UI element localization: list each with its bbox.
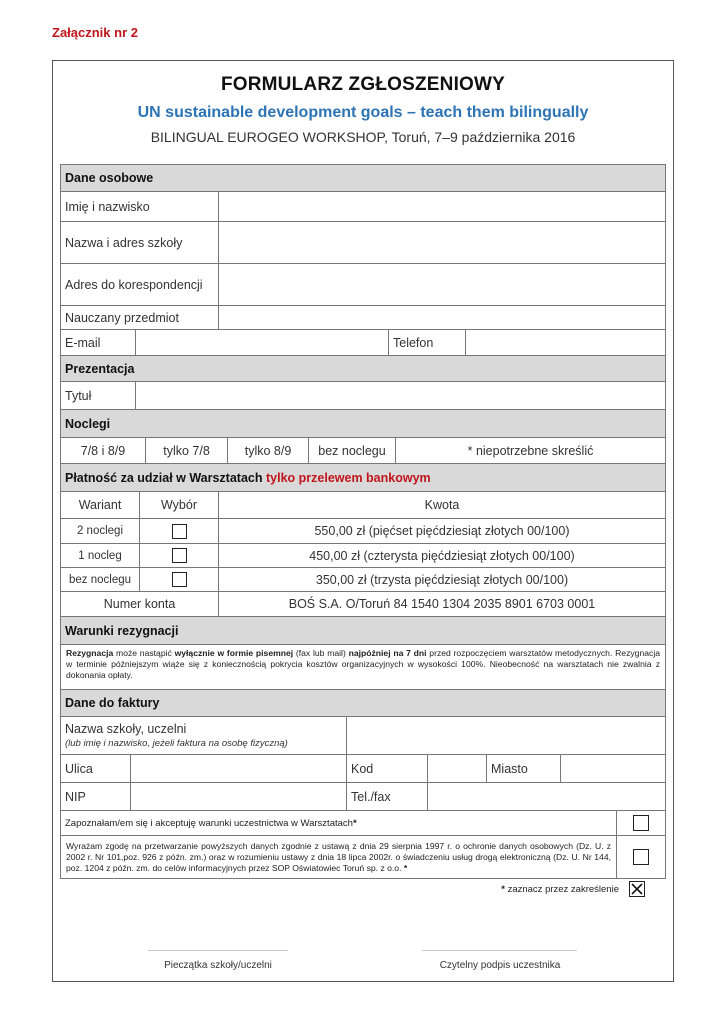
variant-1-night: 1 nocleg <box>61 544 140 567</box>
choice-1-night <box>140 544 219 567</box>
checked-box-example <box>629 881 645 897</box>
code-field[interactable] <box>428 755 487 782</box>
section-personal-title: Dane osobowe <box>61 165 665 191</box>
label-account: Numer konta <box>61 592 219 616</box>
payment-columns <box>60 492 666 519</box>
label-phonefax: Tel./fax <box>347 783 428 810</box>
checkbox-2-nights[interactable] <box>172 524 187 539</box>
section-cancellation-title: Warunki rezygnacji <box>61 617 665 644</box>
row-consent-terms <box>60 811 666 836</box>
row-name <box>60 192 666 222</box>
signature-label: Czytelny podpis uczestnika <box>439 960 561 971</box>
checkbox-1-night[interactable] <box>172 548 187 563</box>
phone-field[interactable] <box>466 330 665 355</box>
row-account <box>60 592 666 617</box>
payment-row <box>60 568 666 592</box>
section-presentation <box>60 356 666 382</box>
col-amount: Kwota <box>424 498 460 512</box>
lodging-option-none[interactable]: bez noclegu <box>309 438 396 463</box>
col-choice: Wybór <box>140 492 219 518</box>
row-school <box>60 222 666 264</box>
row-subject <box>60 306 666 330</box>
consent-data-text: Wyrażam zgodę na przetwarzanie powyższych danych zgodnie z ustawą z dnia 29 sierpnia 1997 r. o ochronie danych osobowych (Dz. U. z 2002 r. Nr 101,poz. 926 z późn. zm.) oraz w rozumieniu ustawy z dnia 18 lipca 2002r. o świadczeniu usług drogą elektroniczną (Dz. U. Nr 144, poz. 1204 z późn. zm. do celów informacyjnych przez SOP Oświatowiec Toruń sp. z o.o. * <box>61 836 617 878</box>
lodging-option-both[interactable]: 7/8 i 8/9 <box>61 438 146 463</box>
variant-no-night: bez noclegu <box>61 568 140 591</box>
row-invoice-street <box>60 755 666 783</box>
label-nip: NIP <box>61 783 131 810</box>
amount-2-nights: 550,00 zł (pięćset pięćdziesiąt złotych 00/100) <box>314 524 570 538</box>
form-header <box>52 74 674 145</box>
label-phone: Telefon <box>389 330 466 355</box>
payment-row <box>60 519 666 544</box>
label-city: Miasto <box>487 755 561 782</box>
col-variant: Wariant <box>61 492 140 518</box>
amount-1-night: 450,00 zł (czterysta pięćdziesiąt złotych 00/100) <box>309 548 575 563</box>
label-name: Imię i nazwisko <box>61 192 219 221</box>
payment-row <box>60 544 666 568</box>
choice-no-night <box>140 568 219 591</box>
street-field[interactable] <box>131 755 347 782</box>
email-field[interactable] <box>136 330 389 355</box>
attachment-label: Załącznik nr 2 <box>52 25 138 40</box>
label-address: Adres do korespondencji <box>61 264 219 305</box>
name-field[interactable] <box>219 192 665 221</box>
consent-terms-text: Zapoznałam/em się i akceptuję warunki uczestnictwa w Warsztatach * <box>61 811 617 835</box>
row-invoice-nip <box>60 783 666 811</box>
invoice-school-label: Nazwa szkoły, uczelni <box>65 722 187 736</box>
lodging-option-first[interactable]: tylko 7/8 <box>146 438 228 463</box>
signature-line <box>422 950 577 951</box>
consent-terms-box <box>617 811 665 835</box>
label-title: Tytuł <box>61 382 136 409</box>
invoice-school-field[interactable] <box>347 717 665 754</box>
label-subject: Nauczany przedmiot <box>61 306 219 329</box>
row-consent-data <box>60 836 666 879</box>
checkbox-consent-terms[interactable] <box>633 815 649 831</box>
school-field[interactable] <box>219 222 665 263</box>
form-title: FORMULARZ ZGŁOSZENIOWY <box>220 74 506 95</box>
section-lodging-title: Noclegi <box>61 410 665 437</box>
choice-2-nights <box>140 519 219 543</box>
row-lodging-options <box>60 438 666 464</box>
section-invoice-title: Dane do faktury <box>61 690 665 716</box>
section-lodging <box>60 410 666 438</box>
label-code: Kod <box>347 755 428 782</box>
section-invoice <box>60 690 666 717</box>
address-field[interactable] <box>219 264 665 305</box>
row-title <box>60 382 666 410</box>
section-cancellation <box>60 617 666 645</box>
variant-2-nights: 2 noclegi <box>61 519 140 543</box>
consent-data-box <box>617 836 665 878</box>
label-email: E-mail <box>61 330 136 355</box>
nip-field[interactable] <box>131 783 347 810</box>
x-mark-icon <box>630 882 644 896</box>
cancellation-text <box>60 645 666 690</box>
form-subtitle: UN sustainable development goals – teach them bilingually <box>137 104 589 121</box>
mark-instruction: * zaznacz przez zakreślenie <box>501 884 619 895</box>
row-email-phone <box>60 330 666 356</box>
city-field[interactable] <box>561 755 665 782</box>
amount-no-night: 350,00 zł (trzysta pięćdziesiąt złotych 00/100) <box>315 572 569 587</box>
payment-header-red: tylko przelewem bankowym <box>266 470 431 485</box>
checkbox-no-night[interactable] <box>172 572 187 587</box>
label-school: Nazwa i adres szkoły <box>61 222 219 263</box>
event-info: BILINGUAL EUROGEO WORKSHOP, Toruń, 7–9 października 2016 <box>150 129 576 145</box>
row-invoice-school <box>60 717 666 755</box>
stamp-label: Pieczątka szkoły/uczelni <box>164 960 272 971</box>
cancellation-terms: Rezygnacja może nastąpić wyłącznie w formie pisemnej (fax lub mail) najpóźniej na 7 dni przed rozpoczęciem warsztatów metodycznych. Rezygnacja w terminie późniejszym wiąże się z koniecznością pokrycia kosztów organizacyjnych w wysokości 100%. Nieobecność na warsztatach nie zwalnia z dokonania opłaty. <box>66 648 661 680</box>
lodging-option-second[interactable]: tylko 8/9 <box>228 438 309 463</box>
label-invoice-school <box>61 717 347 754</box>
invoice-school-note: (lub imię i nazwisko, jeżeli faktura na osobę fizyczną) <box>65 738 288 749</box>
section-presentation-title: Prezentacja <box>61 356 665 381</box>
account-number: BOŚ S.A. O/Toruń 84 1540 1304 2035 8901 6703 0001 <box>288 597 596 611</box>
lodging-note: * niepotrzebne skreślić <box>467 443 594 458</box>
phonefax-field[interactable] <box>428 783 665 810</box>
subject-field[interactable] <box>219 306 665 329</box>
title-field[interactable] <box>136 382 665 409</box>
payment-header-main: Płatność za udział w Warsztatach <box>65 470 263 485</box>
label-street: Ulica <box>61 755 131 782</box>
section-payment <box>60 464 666 492</box>
checkbox-consent-data[interactable] <box>633 849 649 865</box>
section-payment-title <box>61 464 665 491</box>
stamp-line <box>148 950 288 951</box>
section-personal <box>60 164 666 192</box>
row-address <box>60 264 666 306</box>
